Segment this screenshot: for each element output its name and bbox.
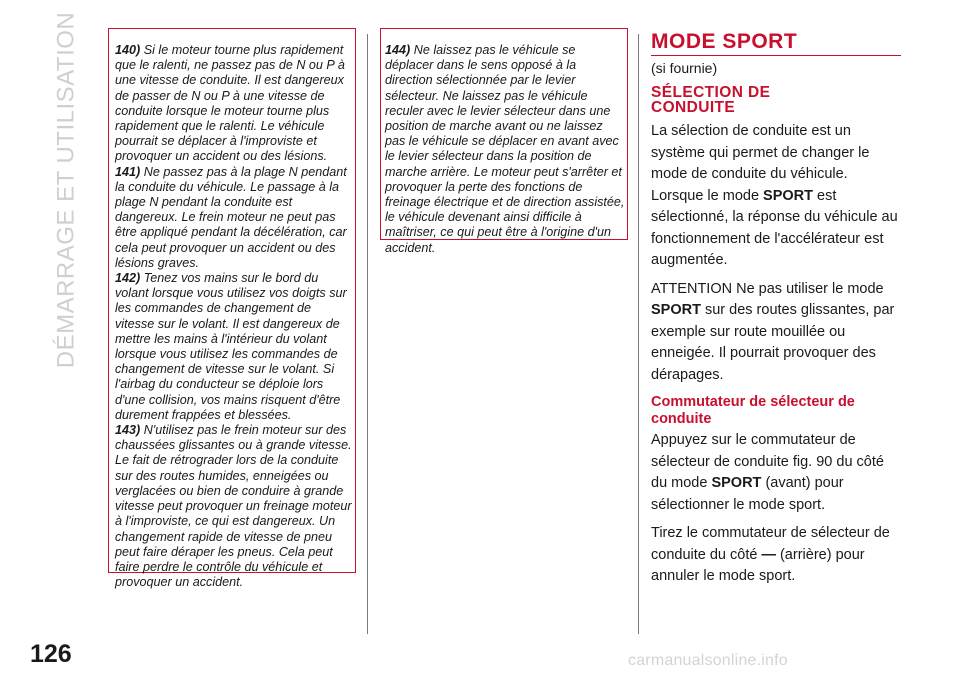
warning-text: Tenez vos mains sur le bord du volant lorsque vous utilisez vos doigts sur les commandes de changement de vitesse sur le volant. Il est dangereux de mettre les mains à l'intérieur du volant lorsque vous utilisez les commandes de changement de vitesse sur le volant. Si l'airbag du conducteur se déploie lors d'une collision, vos mains risquent d'être durement frappées et blessées.	[115, 271, 347, 422]
warning-item	[385, 43, 625, 256]
section-tab	[52, 11, 80, 368]
watermark: carmanualsonline.info	[628, 652, 788, 669]
switch-heading: Commutateur de sélecteur de conduite	[651, 394, 855, 427]
warning-number: 144)	[385, 43, 411, 57]
column-divider-1	[367, 34, 368, 634]
column-divider-2	[638, 34, 639, 634]
warning-number: 141)	[115, 164, 141, 179]
warning-text: N'utilisez pas le frein moteur sur des chaussées glissantes ou à grande vitesse. Le fait de rétrograder lors de la conduite sur des routes humides, enneigées ou verglacées ou bien de conduire à grande vitesse peut provoquer un freinage moteur à l'improviste, ce qui est dangereux. Un changement rapide de vitesse de pneu peut faire déraper les pneus. Cela peut faire perdre le contrôle du véhicule et provoquer un accident.	[115, 423, 352, 590]
sub-heading: SÉLECTION DE CONDUITE	[651, 84, 771, 116]
warning-text: Si le moteur tourne plus rapidement que le ralenti, ne passez pas de N ou P à une vitesse de conduite. Il est dangereux de passer de N ou P à une vitesse de conduite lorsque le moteur tourne plus rapidement que le ralenti. Le véhicule pourrait se déplacer à l'improviste et provoquer un accident ou des lésions.	[115, 43, 345, 164]
warning-item	[115, 43, 353, 165]
warning-number: 142)	[115, 271, 141, 286]
paragraph-select: Appuyez sur le commutateur de sélecteur de conduite fig. 90 du côté du mode SPORT (avant) pour sélectionner le mode sport.	[651, 432, 884, 513]
warning-text: Ne laissez pas le véhicule se déplacer dans le sens opposé à la direction sélectionnée par le levier sélecteur. Ne laissez pas le véhicule reculer avec le levier sélecteur dans une position de marche avant ou ne laissez pas le véhicule se déplacer en avant avec le levier sélecteur dans la position de marche arrière. Le moteur peut s'arrêter et provoquer la perte des fonctions de freinage électrique et de direction assistée, le véhicule devenant ainsi difficile à maîtriser, ce qui peut être à l'origine d'un accident.	[385, 43, 625, 255]
warning-number: 143)	[115, 423, 141, 438]
warning-item	[115, 423, 353, 590]
warning-item	[115, 165, 353, 271]
section-tab-label: DÉMARRAGE ET UTILISATION	[52, 11, 79, 368]
warning-item	[115, 271, 353, 423]
paragraph-intro: La sélection de conduite est un système qui permet de changer le mode de conduite du véhicule. Lorsque le mode SPORT est sélectionné, la réponse du véhicule au fonctionnement de l'accélérateur est augmentée.	[651, 123, 898, 268]
warning-text: Ne passez pas à la plage N pendant la conduite du véhicule. Le passage à la plage N pendant la conduite est dangereux. Le frein moteur ne peut pas être appliqué pendant la décélération, car cela peut provoquer un accident ou des lésions graves.	[115, 164, 347, 270]
mode-sport-section	[651, 30, 903, 595]
page-number: 126	[30, 640, 72, 668]
availability-note: (si fournie)	[651, 60, 718, 76]
paragraph-cancel: Tirez le commutateur de sélecteur de conduite du côté — (arrière) pour annuler le mode sport.	[651, 525, 890, 584]
warning-box-left	[108, 28, 356, 590]
warning-number: 140)	[115, 43, 141, 57]
paragraph-attention: ATTENTION Ne pas utiliser le mode SPORT sur des routes glissantes, par exemple sur route mouillée ou enneigée. Il pourrait provoquer des dérapages.	[651, 280, 895, 383]
section-heading: MODE SPORT	[651, 30, 901, 56]
warning-box-middle	[380, 28, 628, 255]
